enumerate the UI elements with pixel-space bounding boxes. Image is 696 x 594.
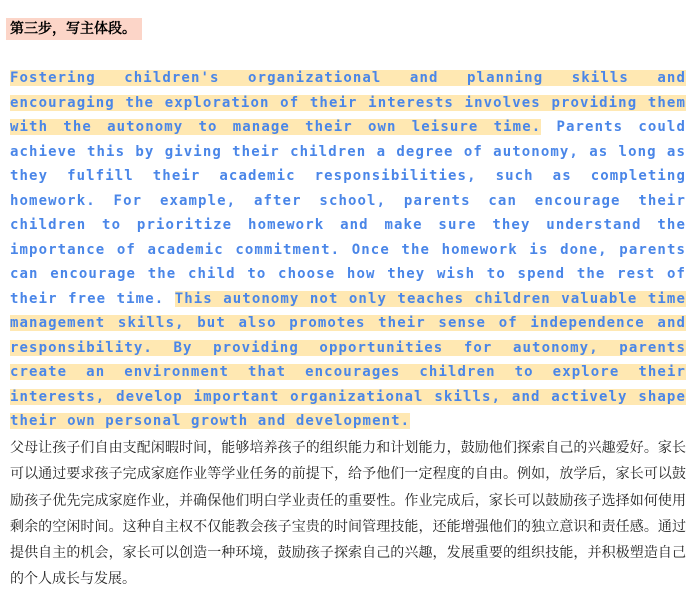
- step-heading-text: 第三步，写主体段。: [6, 18, 142, 40]
- highlighted-sentence-conclusion: This autonomy not only teaches children valuable time management skills, but also promotes their sense of independence and responsibility. By providing opportunities for autonomy, parents create an environment that encourages children to explore their interests, develop important organizational skills, and actively shape their own personal growth and development.: [10, 290, 686, 429]
- chinese-translation-paragraph: 父母让孩子们自由支配闲暇时间，能够培养孩子的组织能力和计划能力，鼓励他们探索自己的兴趣爱好。家长可以通过要求孩子完成家庭作业等学业任务的前提下，给予他们一定程度的自由。例如，放学后，家长可以鼓励孩子优先完成家庭作业，并确保他们明白学业责任的重要性。作业完成后，家长可以鼓励孩子选择如何使用剩余的空闲时间。这种自主权不仅能教会孩子宝贵的时间管理技能，还能增强他们的独立意识和责任感。通过提供自主的机会，家长可以创造一种环境，鼓励孩子探索自己的兴趣，发展重要的组织技能，并积极塑造自己的个人成长与发展。: [10, 440, 686, 588]
- body-sentences: Parents could achieve this by giving their children a degree of autonomy, as long as they fulfill their academic responsibilities, such as completing homework. For example, after school, parents can encourage their children to prioritize homework and make sure they understand the importance of academic commitment. Once the homework is done, parents can encourage the child to choose how they wish to spend the rest of their free time.: [10, 119, 686, 307]
- highlighted-sentence-topic: Fostering children's organizational and planning skills and encouraging the exploration of their interests involves providing them with the autonomy to manage their own leisure time.: [10, 70, 686, 135]
- english-paragraph: [10, 66, 686, 434]
- step-heading: [6, 18, 142, 40]
